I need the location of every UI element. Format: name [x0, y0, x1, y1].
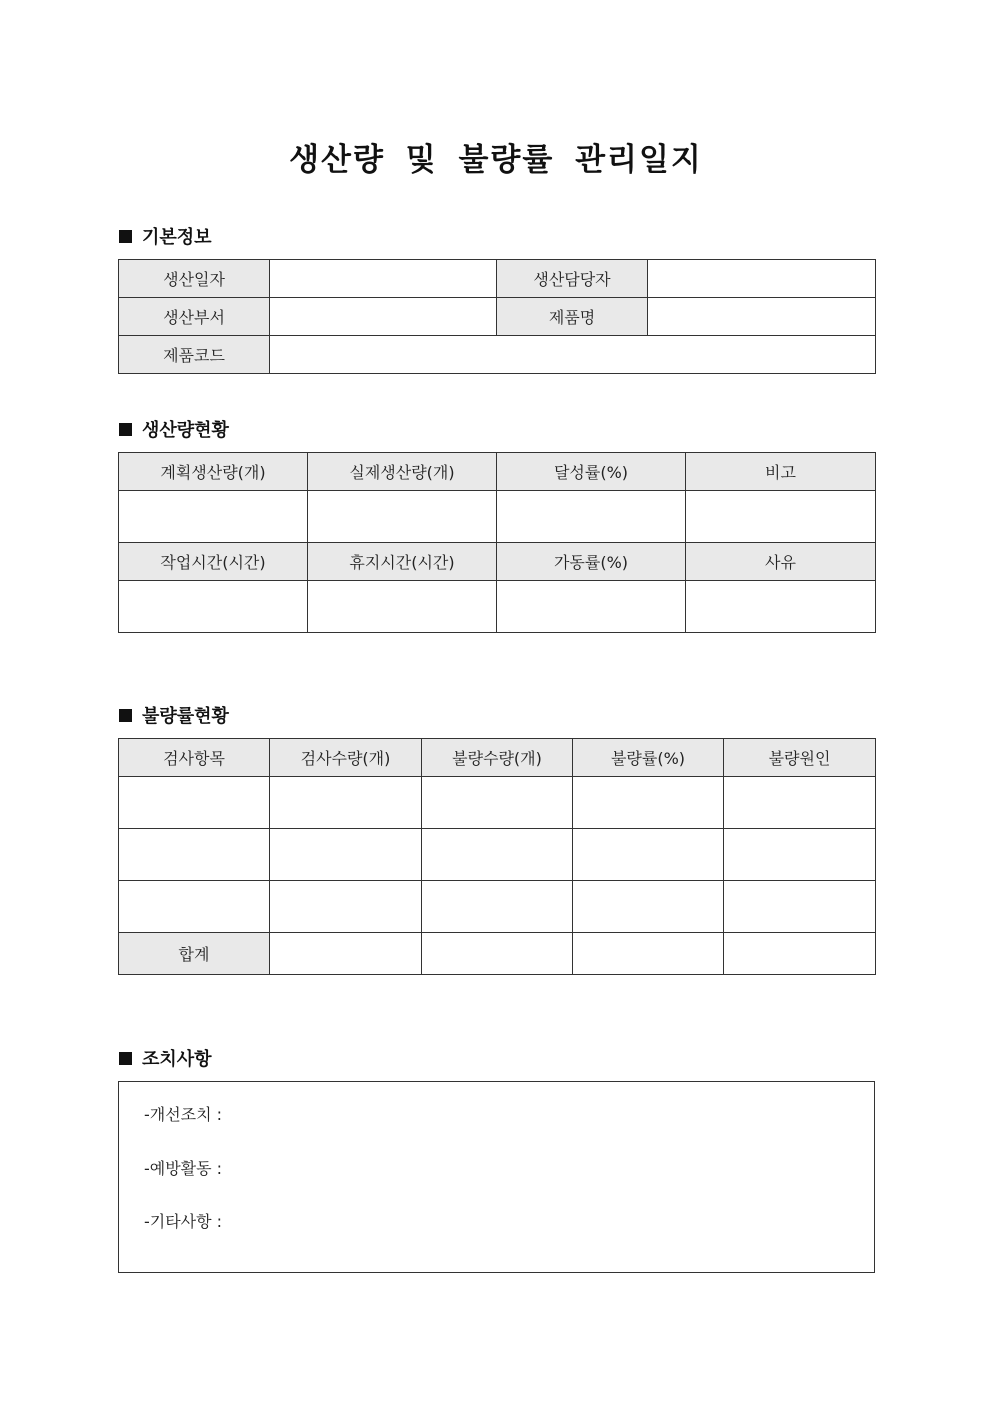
remarks-header: 비고 [686, 453, 876, 491]
defect-status-table [118, 738, 876, 975]
production-manager-field[interactable] [648, 260, 876, 298]
production-manager-label: 생산담당자 [497, 260, 648, 298]
product-code-field[interactable] [270, 336, 876, 374]
product-code-label: 제품코드 [119, 336, 270, 374]
product-name-label: 제품명 [497, 298, 648, 336]
production-dept-field[interactable] [270, 298, 497, 336]
total-inspection-qty-field[interactable] [270, 933, 422, 975]
defect-qty-header: 불량수량(개) [422, 739, 573, 777]
improvement-action-line: -개선조치 : [144, 1105, 223, 1124]
reason-header: 사유 [686, 543, 876, 581]
operation-rate-header: 가동률(%) [497, 543, 686, 581]
action-notes-box[interactable] [118, 1081, 875, 1273]
table-cell[interactable] [724, 829, 876, 881]
table-cell[interactable] [270, 829, 422, 881]
table-cell[interactable] [573, 829, 724, 881]
product-name-field[interactable] [648, 298, 876, 336]
table-cell[interactable] [422, 829, 573, 881]
table-row [119, 777, 876, 829]
total-defect-qty-field[interactable] [422, 933, 573, 975]
production-dept-label: 생산부서 [119, 298, 270, 336]
achievement-rate-header: 달성률(%) [497, 453, 686, 491]
basic-info-table [118, 259, 876, 374]
table-row [119, 881, 876, 933]
reason-field[interactable] [686, 581, 876, 633]
work-hours-field[interactable] [119, 581, 308, 633]
table-cell[interactable] [270, 881, 422, 933]
table-cell[interactable] [573, 881, 724, 933]
total-label: 합계 [119, 933, 270, 975]
section-title: 조치사항 [142, 1049, 212, 1070]
square-bullet-icon [119, 1052, 132, 1065]
section-heading-production [119, 416, 229, 442]
defect-rate-header: 불량률(%) [573, 739, 724, 777]
inspection-item-header: 검사항목 [119, 739, 270, 777]
inspection-qty-header: 검사수량(개) [270, 739, 422, 777]
prevention-activity-line: -예방활동 : [144, 1159, 223, 1178]
table-cell[interactable] [422, 881, 573, 933]
planned-qty-header: 계획생산량(개) [119, 453, 308, 491]
actual-qty-field[interactable] [308, 491, 497, 543]
section-heading-action [119, 1045, 212, 1071]
page-title: 생산량 및 불량률 관리일지 [289, 142, 703, 178]
section-title: 생산량현황 [142, 420, 229, 441]
table-cell[interactable] [573, 777, 724, 829]
table-cell[interactable] [724, 881, 876, 933]
square-bullet-icon [119, 230, 132, 243]
production-date-field[interactable] [270, 260, 497, 298]
table-cell[interactable] [270, 777, 422, 829]
section-heading-basic [119, 223, 212, 249]
total-defect-cause-field[interactable] [724, 933, 876, 975]
square-bullet-icon [119, 423, 132, 436]
operation-rate-field[interactable] [497, 581, 686, 633]
section-title: 기본정보 [142, 227, 212, 248]
actual-qty-header: 실제생산량(개) [308, 453, 497, 491]
total-row [119, 933, 876, 975]
table-row [119, 829, 876, 881]
achievement-rate-field[interactable] [497, 491, 686, 543]
section-title: 불량률현황 [142, 706, 229, 727]
table-cell[interactable] [119, 829, 270, 881]
section-heading-defect [119, 702, 229, 728]
work-hours-header: 작업시간(시간) [119, 543, 308, 581]
table-cell[interactable] [119, 881, 270, 933]
table-cell[interactable] [119, 777, 270, 829]
other-matters-line: -기타사항 : [144, 1212, 223, 1231]
remarks-field[interactable] [686, 491, 876, 543]
planned-qty-field[interactable] [119, 491, 308, 543]
production-status-table [118, 452, 876, 633]
defect-cause-header: 불량원인 [724, 739, 876, 777]
downtime-field[interactable] [308, 581, 497, 633]
square-bullet-icon [119, 709, 132, 722]
production-date-label: 생산일자 [119, 260, 270, 298]
table-cell[interactable] [422, 777, 573, 829]
table-cell[interactable] [724, 777, 876, 829]
downtime-header: 휴지시간(시간) [308, 543, 497, 581]
total-defect-rate-field[interactable] [573, 933, 724, 975]
